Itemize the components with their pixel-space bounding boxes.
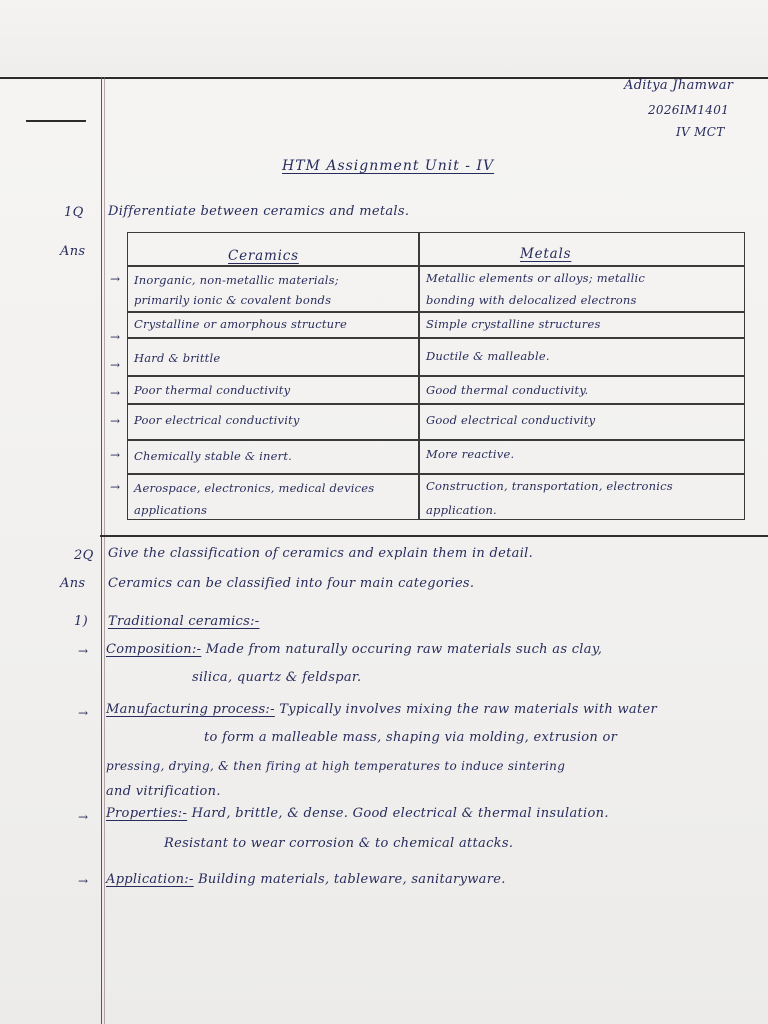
page-top-margin [0,0,768,76]
arrow-icon: → [110,330,121,344]
composition-text: silica, quartz & feldspar. [192,670,362,685]
metals-cell: Good electrical conductivity [426,413,596,427]
manufacturing-label: Manufacturing process:- [106,702,275,717]
arrow-icon: → [78,810,89,824]
ceramics-cell: Inorganic, non-metallic materials; [134,273,339,287]
ceramics-cell: Poor thermal conductivity [134,383,291,397]
table-row-line [128,403,744,405]
manufacturing-text: to form a malleable mass, shaping via molding, extrusion or [204,730,618,745]
application-text: Building materials, tableware, sanitaryware. [198,872,506,887]
q2-number: 2Q [74,548,94,563]
section-number: 1) [74,614,88,629]
table-row-line [128,265,744,267]
metals-cell: Metallic elements or alloys; metallic [426,271,645,285]
ceramics-cell: applications [134,503,208,517]
arrow-icon: → [78,874,89,888]
page-title: HTM Assignment Unit - IV [282,158,495,174]
metals-cell: Ductile & malleable. [426,349,550,363]
ceramics-cell: Crystalline or amorphous structure [134,317,347,331]
table-row-line [128,337,744,339]
composition-label: Composition:- [106,642,202,657]
table-row-line [128,473,744,475]
ceramics-cell: Hard & brittle [134,351,221,365]
manufacturing-text: Typically involves mixing the raw materials with water [279,702,658,717]
arrow-icon: → [110,414,121,428]
arrow-icon: → [78,706,89,720]
metals-cell: Simple crystalline structures [426,317,601,331]
manufacturing-text: and vitrification. [106,784,221,799]
margin-line-shadow [104,77,105,1024]
arrow-icon: → [110,386,121,400]
margin-dash [26,120,86,122]
header-metals: Metals [520,246,572,262]
arrow-icon: → [78,644,89,658]
ceramics-cell: Poor electrical conductivity [134,413,300,427]
q1-ans-label: Ans [60,244,86,259]
roll-number: 2026IM1401 [648,103,730,117]
arrow-icon: → [110,358,121,372]
composition-text: Made from naturally occuring raw materials such as clay, [205,642,603,657]
arrow-icon: → [110,480,121,494]
arrow-icon: → [110,448,121,462]
properties-label: Properties:- [106,806,188,821]
section-title: Traditional ceramics:- [108,614,260,629]
metals-cell: More reactive. [426,447,515,461]
q2-text: Give the classification of ceramics and explain them in detail. [108,546,534,561]
metals-cell: application. [426,503,497,517]
metals-cell: Good thermal conductivity. [426,383,589,397]
arrow-icon: → [110,272,121,286]
ceramics-cell: primarily ionic & covalent bonds [134,293,332,307]
metals-cell: bonding with delocalized electrons [426,293,637,307]
section-separator [100,535,768,537]
class-label: IV MCT [676,125,725,139]
margin-line [101,77,102,1024]
student-name: Aditya Jhamwar [624,78,734,93]
properties-text: Hard, brittle, & dense. Good electrical & thermal insulation. [191,806,609,821]
q1-text: Differentiate between ceramics and metals. [108,204,410,219]
ceramics-cell: Aerospace, electronics, medical devices [134,481,375,495]
manufacturing-text: pressing, drying, & then firing at high temperatures to induce sintering [106,759,566,773]
q1-number: 1Q [64,205,84,220]
metals-cell: Construction, transportation, electronics [426,479,673,493]
properties-text: Resistant to wear corrosion & to chemical attacks. [164,836,514,851]
table-row-line [128,439,744,441]
header-ceramics: Ceramics [228,248,299,264]
q2-answer: Ceramics can be classified into four main categories. [108,576,475,591]
table-row-line [128,311,744,313]
application-label: Application:- [106,872,194,887]
ceramics-cell: Chemically stable & inert. [134,449,293,463]
q2-ans-label: Ans [60,576,86,591]
comparison-table [127,232,745,520]
table-row-line [128,375,744,377]
